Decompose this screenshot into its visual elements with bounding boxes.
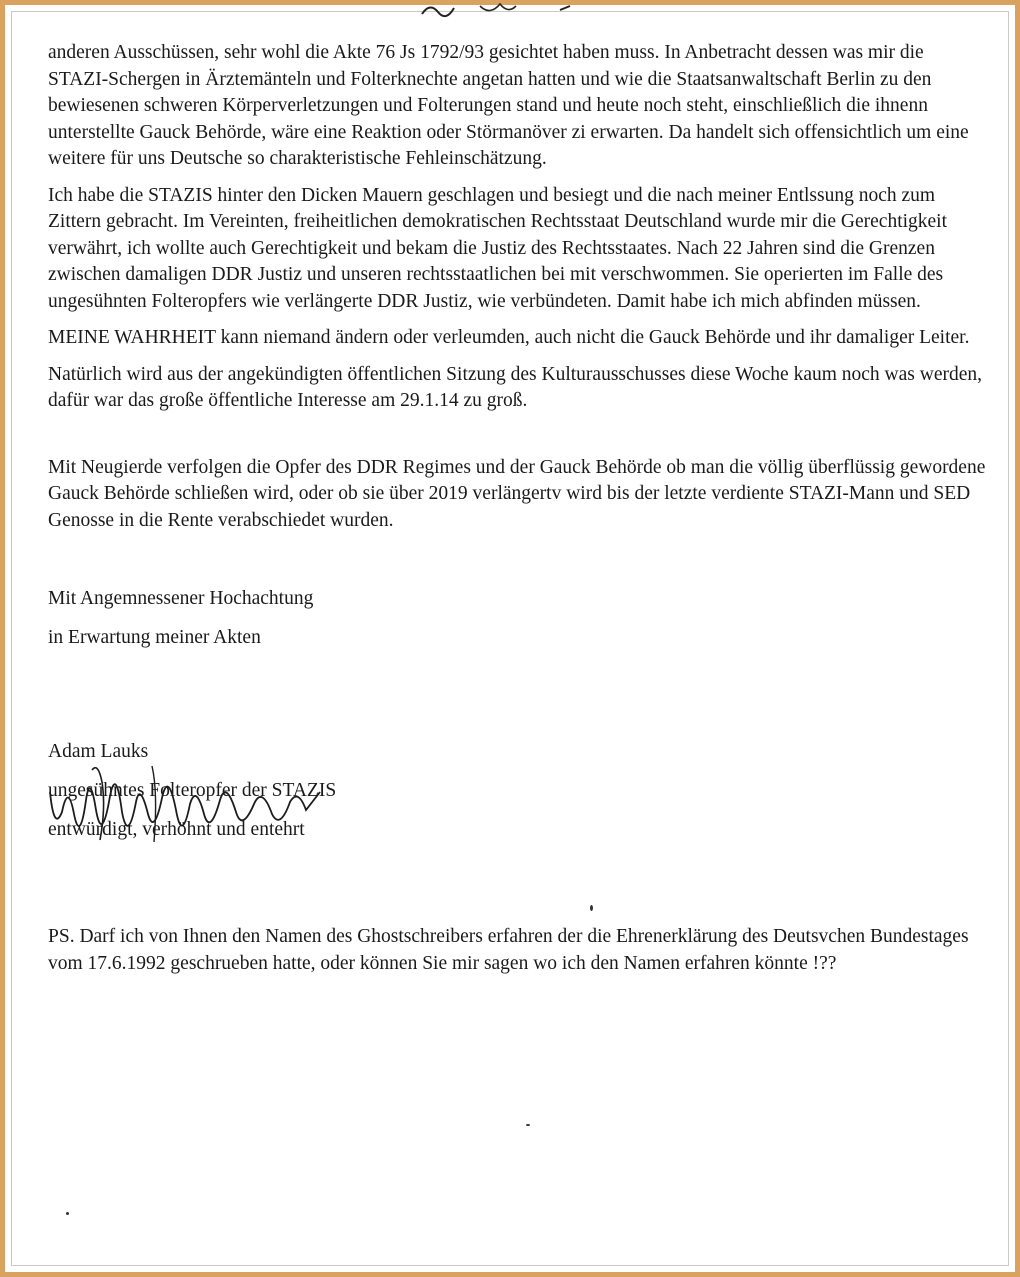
scan-speck [526, 1124, 530, 1126]
postscript: PS. Darf ich von Ihnen den Namen des Ghostschreibers erfahren der die Ehrenerklärung des Deutsvchen Bundestages vom 17.6.1992 geschrueben hatte, oder können Sie mir sagen wo ich den Namen erfahren könnte !?? [48, 926, 969, 974]
paragraph-1: anderen Ausschüssen, sehr wohl die Akte 76 Js 1792/93 gesichtet haben muss. In Anbetracht dessen was mir die STAZI-Schergen in Ärztemänteln und Folterknechte angetan hatten und wie die Staatsanwaltschaft Berlin zu den bewiesenen schweren Körperverletzungen und Folterungen stand und heute noch steht, einschließlich die ihnenn unterstellte Gauck Behörde, wäre eine Reaktion oder Störmanöver zi erwarten. Da handelt sich offensichtlich um eine weitere für uns Deutsche so charakteristische Fehleinschätzung. [48, 42, 969, 169]
signer-name: Adam Lauks [48, 741, 149, 762]
cut-off-handwriting [420, 0, 590, 18]
signer-title-1: ungesühntes Folteropfer der STAZIS [48, 780, 337, 801]
paragraph-2: Ich habe die STAZIS hinter den Dicken Mauern geschlagen und besiegt und die nach meiner Entlssung noch zum Zittern gebracht. Im Vereinten, freiheitlichen demokratischen Rechtsstaat Deutschland wurde mir die Gerechtigkeit verwährt, ich wollte auch Gerechtigkeit und bekam die Justiz des Rechtsstaates. Nach 22 Jahren sind die Grenzen zwischen damaligen DDR Justiz und unseren rechtsstaatlichen bei mit verschwommen. Sie operierten im Falle des ungesühnten Folteropfers wie verlängerte DDR Justiz, wie verbündeten. Damit habe ich mich abfinden müssen. [48, 184, 948, 312]
scan-speck [66, 1212, 69, 1215]
paragraph-5: Mit Neugierde verfolgen die Opfer des DDR Regimes und der Gauck Behörde ob man die völlig überflüssig gewordene Gauck Behörde schließen wird, oder ob sie über 2019 verlängertv wird bis der letzte verdiente STAZI-Mann und SED Genosse in die Rente verabschiedet wurden. [48, 456, 986, 531]
signer-title-2: entwürdigt, verhöhnt und entehrt [48, 819, 305, 840]
handwritten-signature [40, 752, 340, 852]
paragraph-4: Natürlich wird aus der angekündigten öffentlichen Sitzung des Kulturausschusses diese Woche kaum noch was werden, dafür war das große öffentliche Interesse am 29.1.14 zu groß. [48, 363, 983, 411]
closing-salutation: Mit Angemnessener Hochachtung [48, 588, 314, 609]
paragraph-3: MEINE WAHRHEIT kann niemand ändern oder verleumden, auch nicht die Gauck Behörde und ihr damaliger Leiter. [48, 327, 970, 348]
closing-line: in Erwartung meiner Akten [48, 627, 261, 648]
signature-space [48, 657, 988, 732]
scan-speck [590, 905, 593, 911]
